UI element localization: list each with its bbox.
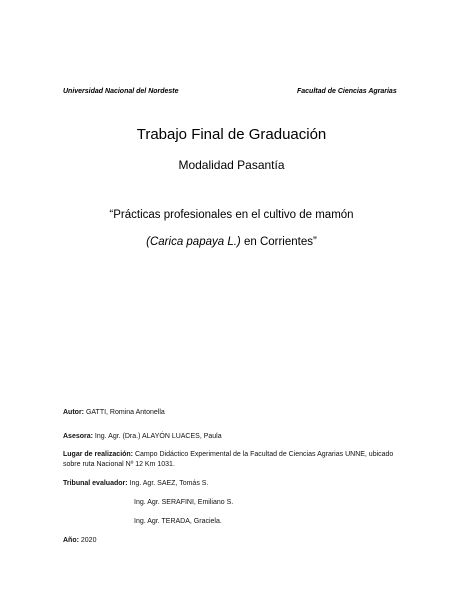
tribunal-member-2: Ing. Agr. SERAFINI, Emiliano S.	[134, 499, 234, 506]
document-title: Trabajo Final de Graduación	[136, 126, 327, 143]
topic-line-1: “Prácticas profesionales en el cultivo de mamón	[109, 209, 354, 221]
header-university: Universidad Nacional del Nordeste	[63, 88, 179, 95]
lugar-value: Campo Didáctico Experimental de la Facultad de Ciencias Agrarias UNNE, ubicado sobre ruta Nacional Nº 12 Km 1031.	[63, 451, 394, 468]
asesora-label: Asesora:	[63, 433, 93, 440]
autor-value: GATTI, Romina Antonella	[84, 409, 165, 416]
tribunal-member-3: Ing. Agr. TERADA, Graciela.	[134, 518, 222, 525]
tribunal-label: Tribunal evaluador:	[63, 480, 128, 487]
asesora-line	[63, 432, 222, 442]
autor-line	[63, 408, 165, 418]
topic-line-2-rest: en Corrientes”	[240, 236, 317, 248]
scientific-name: (Carica papaya L.)	[146, 236, 241, 248]
asesora-value: Ing. Agr. (Dra.) ALAYÓN LUACES, Paula	[92, 433, 222, 440]
tribunal-line	[63, 479, 208, 489]
anio-value: 2020	[78, 537, 97, 544]
lugar-label: Lugar de realización:	[63, 451, 134, 458]
tribunal-member-1: Ing. Agr. SAEZ, Tomás S.	[127, 480, 209, 487]
anio-label: Año:	[63, 537, 79, 544]
autor-label: Autor:	[63, 409, 84, 416]
lugar-line	[63, 450, 403, 470]
topic-line-2	[0, 235, 463, 250]
document-subtitle: Modalidad Pasantía	[178, 158, 285, 172]
header-faculty: Facultad de Ciencias Agrarias	[297, 88, 397, 95]
anio-line	[63, 536, 96, 546]
